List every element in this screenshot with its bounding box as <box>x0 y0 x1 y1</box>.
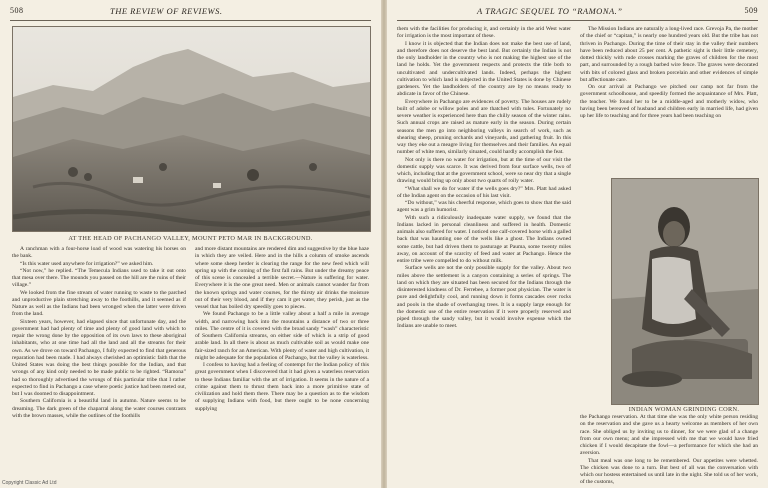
pachango-valley-photo <box>12 26 371 232</box>
right-column-1 <box>397 26 571 484</box>
paragraph: Not only is there no water for irrigation, but at the time of our visit the domestic supply was scarce. It was derived from four surface wells, two of which, including that at the government school, were so near dry that a single drawing would bring up only about two quarts of roily water. <box>397 156 571 185</box>
paragraph: them with the facilities for producing it, and certainly in the arid West water for irrigation is the most important of these. <box>397 26 571 40</box>
woman-photo-caption: INDIAN WOMAN GRINDING CORN. <box>628 406 740 413</box>
left-running-header <box>10 6 371 20</box>
paragraph: We looked from the fine stream of water running to waste to the parched and unproductive plain stretching away to the foothills, and it seemed as if Nature as well as the Indians had been wronged when the latter were driven from the land. <box>12 289 186 318</box>
paragraph: Southern California is a beautiful land in autumn. Nature seems to be dreaming. The dark green of the chaparral along the water courses contrasts with the brown masses, while the outlines of the foothills <box>12 398 186 419</box>
right-running-header <box>397 6 758 20</box>
paragraph: We found Pachango to be a little valley about a half a mile in average width, and narrowing back into the mountains a distance of two or three miles. The centre of it is covered with the broad sandy “wash” characteristic of Southern California streams, on either side of which is a strip of good arable land. In all there is about as much cultivable soil as would make one fair-sized ranch for an American. With plenty of water and high cultivation, it might be adequate for the population of Pachango, but the valley is waterless. <box>195 311 369 361</box>
paragraph: Surface wells are not the only possible supply for the valley. About two miles above the settlement is a canyon containing a series of springs. The land on which they are situated has been secured for the Indians through the disinterested kindness of Dr. Ferrebee, a former post physician. The water is pure and delightfully cool, and running down it forms cascades over rocks and pools in the shade of overhanging trees. It is a supply large enough for the domestic use of the entire reservation if it were properly reserved and piped through the sandy valley, but it would involve expense which the Indians are unable to meet. <box>397 265 571 330</box>
left-page-number: 508 <box>10 6 24 15</box>
left-column-1 <box>12 246 186 484</box>
paragraph: That meal was one long to be remembered. Our appetites were whetted. The chicken was done to a turn. But best of all was the conversation with which our hostess entertained us until late in the night. She told us of her work, of the customs, <box>580 457 758 486</box>
woman-grinding-corn-image <box>612 179 758 404</box>
valley-landscape-image <box>13 27 370 231</box>
left-running-title: THE REVIEW OF REVIEWS. <box>110 6 223 16</box>
left-page <box>0 0 381 488</box>
paragraph: On our arrival at Pachango we pitched our camp not far from the government schoolhouse, and speedily formed the acquaintance of Mrs. Platt, the teacher. We found her to be a middle-aged and motherly widow, who having been bereaved of husband and children early in married life, had given up her life to teaching and for three years had been teaching on <box>580 84 758 119</box>
woman-grinding-corn-photo <box>611 178 759 405</box>
paragraph: With such a ridiculously inadequate water supply, we found that the Indians lacked in personal cleanliness and suffered in health. Domestic animals also suffered for water. I noticed one calf-covered horse with a galled back that was haunting one of the wells like a ghost. The Indians owned some cattle, but had driven them to pasturage at Pauma, some twenty miles away, on account of the scarcity of feed and water at Pachango. Hence the entire tribe were compelled to do without milk. <box>397 214 571 264</box>
paragraph: The Mission Indians are naturally a long-lived race. Grevoja Pa, the mother of the chief or “capitan,” is nearly one hundred years old. But the tribe has not thriven in Pachango. During the time of their stay in the valley their numbers have been reduced about 25 per cent. A pathetic sight is their little cemetery, dotted thickly with rude crosses marking the graves of children for the most part, and surrounded by a rough barbed wire fence. The graves were decorated with bits of colored glass and broken porcelain and other evidences of simple but affectionate care. <box>580 26 758 83</box>
paragraph: “Is this water used anywhere for irrigation?” we asked him. <box>20 260 154 267</box>
paragraph: “Do without,” was his cheerful response, which goes to show that the said agent was a grim humorist. <box>397 200 571 214</box>
left-column-2 <box>195 246 369 484</box>
paragraph: the Pachango reservation. At that time she was the only white person residing on the reservation and she gave us a hearty welcome as members of her own race. She obliged us by inviting us to dinner, for we were glad of a change from our own menu; and she impressed with me that we would have fried chicken if I would decapitate the fowl—a performance for which she had an aversion. <box>580 414 758 457</box>
paragraph: A ranchman with a four-horse load of wood was watering his horses on the bank. <box>12 246 186 260</box>
right-page-number: 509 <box>744 6 758 15</box>
right-column-2-bottom <box>580 414 758 486</box>
valley-photo-caption: AT THE HEAD OF PACHANGO VALLEY, MOUNT PETO MAR IN BACKGROUND. <box>68 235 313 242</box>
left-header-rule <box>10 20 371 21</box>
right-column-2-top <box>580 26 758 176</box>
paragraph: I know it is objected that the Indian does not make the best use of land, and therefore does not deserve the best land. But certainly the Indian is not the only landholder in the country who is not making the highest use of the land he holds. Yet the government respects and protects the title both to uncultivated and undercultivated lands. Indeed, perhaps the highest cultivation to which land is subjected in the United States is done by Chinese gardeners. Yet the landholders of the country are by no means ready to abdicate in favor of the Chinese. <box>397 40 571 98</box>
paragraph: “What shall we do for water if the wells goes dry?” Mrs. Platt had asked of the Indian agent on the occasion of his last visit. <box>397 185 571 199</box>
paragraph: I confess to having had a feeling of contempt for the Indian policy of this great government when I discovered that it had given a waterless reservation to these Indians familiar with the art of irrigation. It seems in the nature of a crime against them to thrust them back into a more primitive state of civilization and hold them there. There may be a question as to the wisdom of supplying Indians with food, but there ought to be none concerning supplying <box>195 362 369 412</box>
paragraph: “Not now,” he replied. “The Temecula Indians used to take it out onto that mesa over there. The mounds you passed on the hill are the ruins of their village.” <box>12 267 186 289</box>
copyright-credit: Copyright Classic Ad Ltd <box>2 480 57 486</box>
right-header-rule <box>397 20 758 21</box>
paragraph: Sixteen years, however, had elapsed since that unfortunate day, and the government had had plenty of time and plenty of good land with which to repair the wrong done by the opposition of its own laws to these aboriginal inhabitants, who at one time had all the land and all the streams for their own. As we drove on toward Pachango, I fully expected to find that generous reparation had been made. I had always cherished an optimistic faith that the United States was doing the best things possible for the Indian, and that wrongs of any kind only needed to be made public to be righted. “Ramona” had so thoroughly advertised the wrongs of this particular tribe that I rather expected to find in Pachango a case where poetic justice had been meted out, but I was doomed to disappointment. <box>12 318 186 397</box>
paragraph: and more distant mountains are rendered dim and suggestive by the blue haze in which they are veiled. Here and in the hills a column of smoke ascends where some sheep herder is clearing the range for the new feed which will spring up with the coming of the first fall rains. But under the dreamy peace of this scene is concealed a terrible secret.—Nature is suffering for water. Everywhere it is the one great need. Men or animals cannot wander far from the known springs and water courses, for the thirsty air drinks the moisture out of their very blood, and if they cam it get water, they perish, just as the vessel that has boiled dry speedily goes to pieces. <box>195 246 369 310</box>
right-page <box>387 0 768 488</box>
paragraph: Everywhere in Pachango are evidences of poverty. The houses are rudely built of adobe or willow poles and are thatched with tules. Fortunately no severe weather is experienced here than the chilly season of the winter rains. Such annual crops are raised as mature early in the season. During certain seasons the men go into neighboring valleys in search of work, such as shearing sheep, pruning orchards and vineyards, and gathering fruit. In this way they eke out a meagre living for themselves and their families. An equal number of white men, similarly situated, could hardly accomplish the feat. <box>397 98 571 156</box>
right-running-title: A TRAGIC SEQUEL TO “RAMONA.” <box>477 6 623 16</box>
